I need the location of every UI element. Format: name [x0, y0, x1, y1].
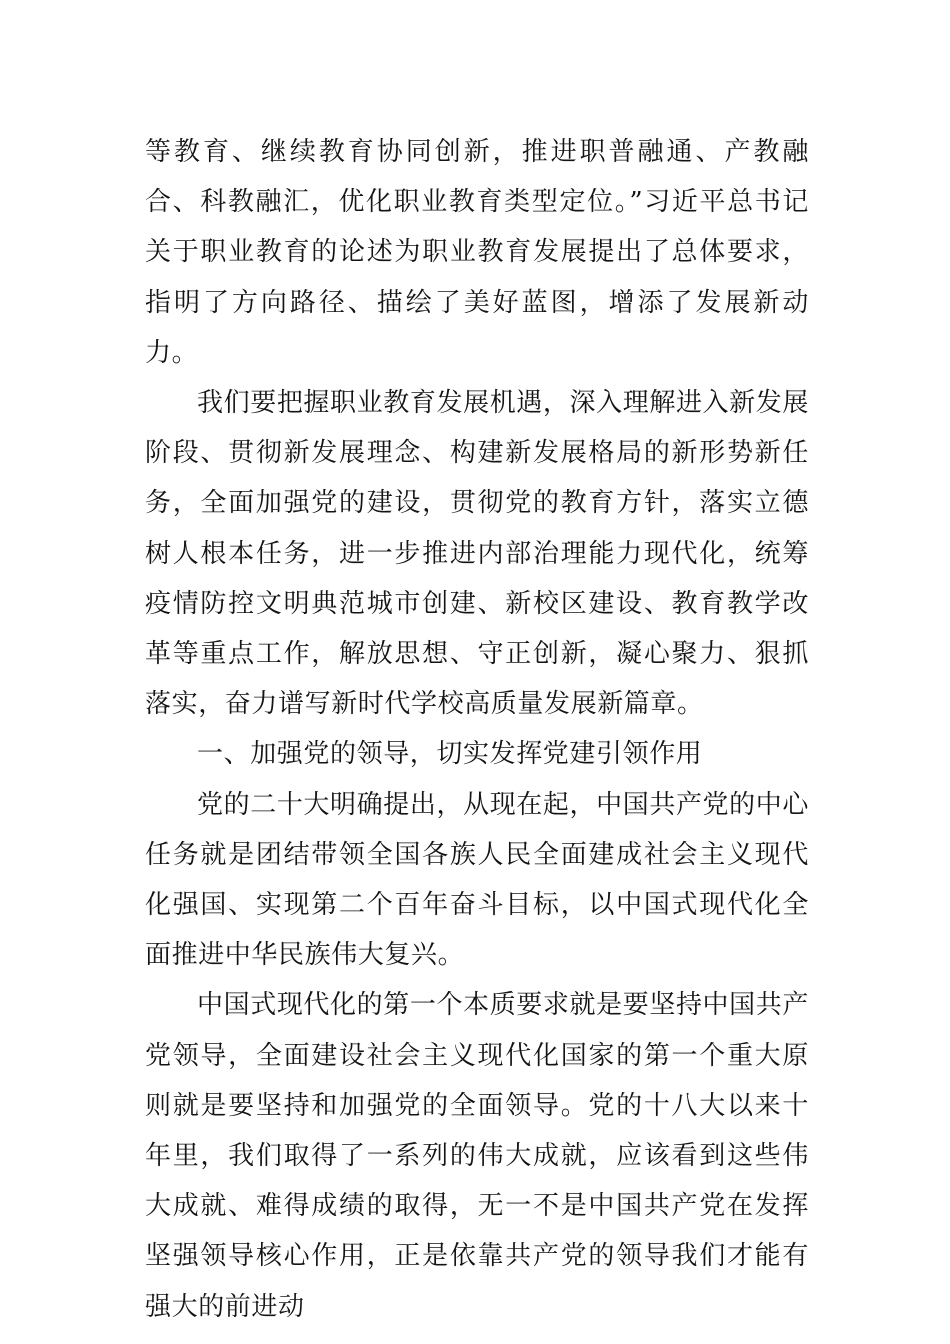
paragraph-development-opportunity: 我们要把握职业教育发展机遇，深入理解进入新发展阶段、贯彻新发展理念、构建新发展格局的新形势新任务，全面加强党的建设，贯彻党的教育方针，落实立德树人根本任务，进一步推进内部治理能力现代化，统筹疫情防控文明典范城市创建、新校区建设、教育教学改革等重点工作，解放思想、守正创新，凝心聚力、狠抓落实，奋力谱写新时代学校高质量发展新篇章。: [145, 388, 809, 720]
paragraph-central-task: 党的二十大明确提出，从现在起，中国共产党的中心任务就是团结带领全国各族人民全面建成社会主义现代化强国、实现第二个百年奋斗目标，以中国式现代化全面推进中华民族伟大复兴。: [145, 789, 809, 971]
paragraph-continuation: 等教育、继续教育协同创新，推进职普融通、产教融合、科教融汇，优化职业教育类型定位。”习近平总书记关于职业教育的论述为职业教育发展提出了总体要求，指明了方向路径、描绘了美好蓝图，增添了发展新动力。: [145, 137, 809, 368]
section-heading: 一、加强党的领导，切实发挥党建引领作用: [197, 739, 703, 770]
document-body: [145, 127, 809, 1332]
paragraph-chinese-modernization: 中国式现代化的第一个本质要求就是要坚持中国共产党领导，全面建设社会主义现代化国家的第一个重大原则就是要坚持和加强党的全面领导。党的十八大以来十年里，我们取得了一系列的伟大成就，应该看到这些伟大成就、难得成绩的取得，无一不是中国共产党在发挥坚强领导核心作用，正是依靠共产党的领导我们才能有强大的前进动: [145, 990, 809, 1322]
